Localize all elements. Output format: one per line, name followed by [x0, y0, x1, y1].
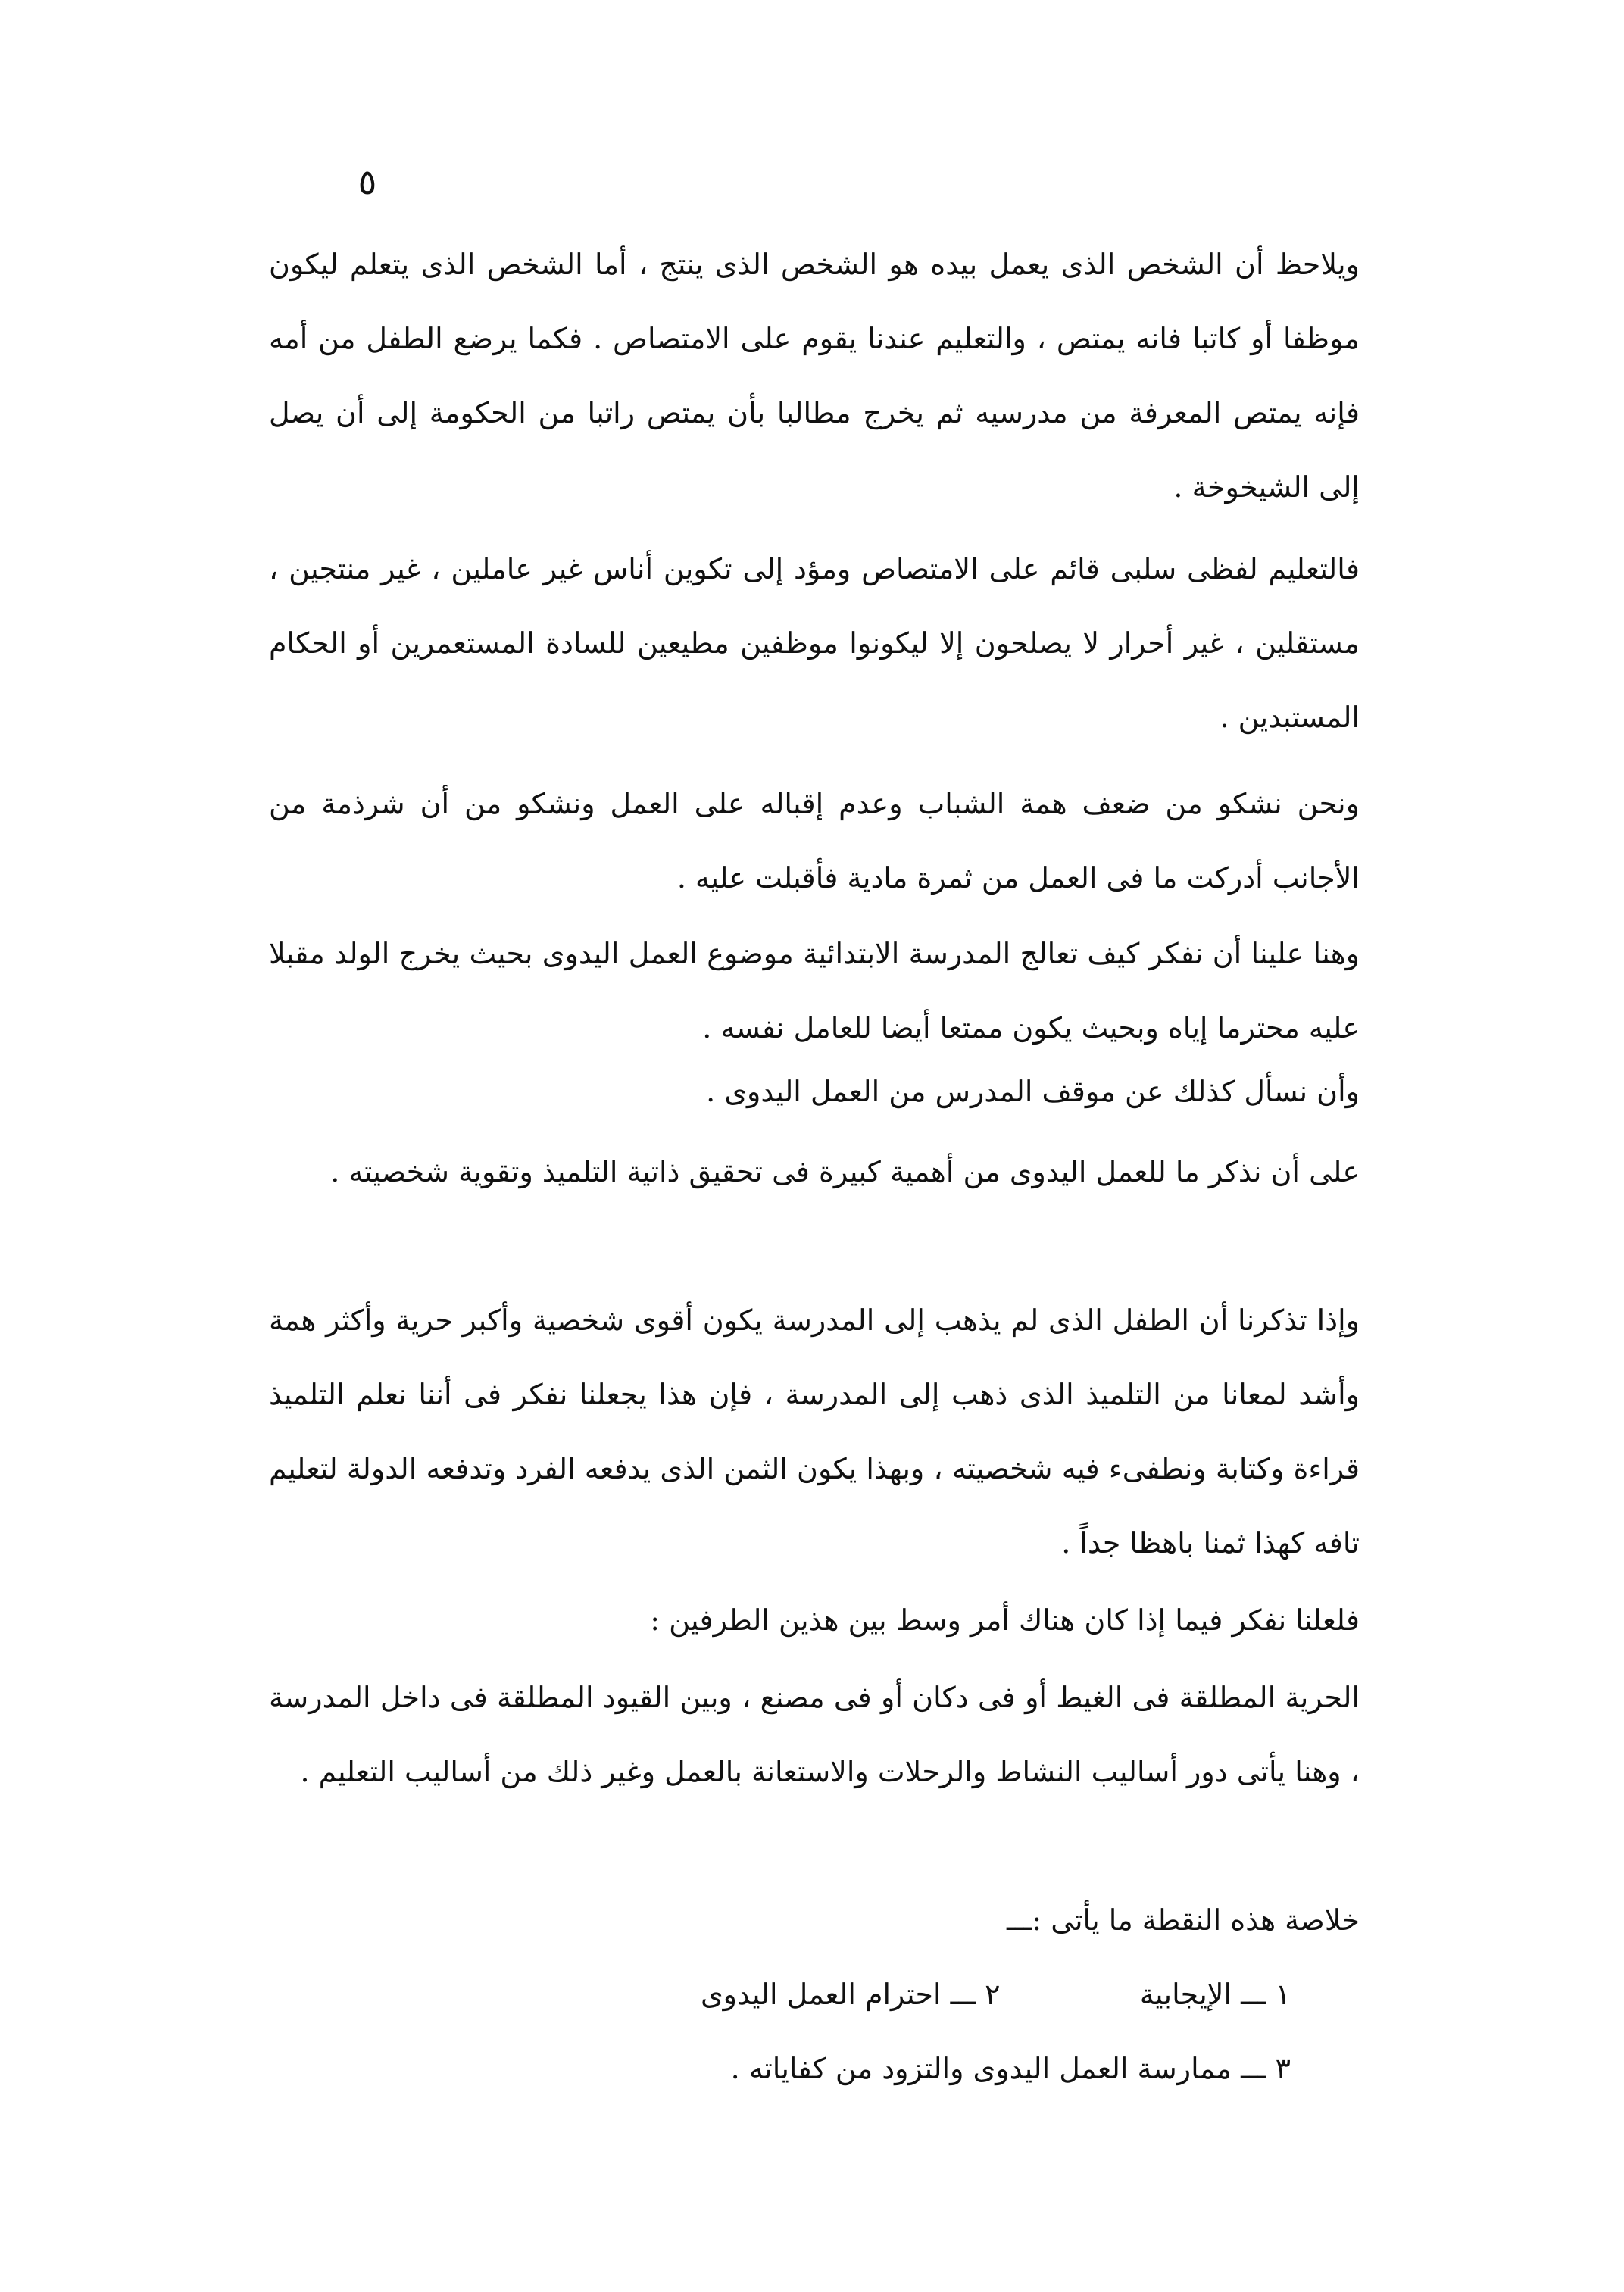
- summary-item-3: ٣ ـــ ممارسة العمل اليدوى والتزود من كفاياته .: [730, 2052, 1291, 2085]
- summary-row-2: [731, 2031, 1291, 2106]
- summary-heading: خلاصة هذه النقطة ما يأتى :ـــ: [1006, 1903, 1360, 1937]
- paragraph-3: ونحن نشكو من ضعف همة الشباب وعدم إقباله على العمل ونشكو من أن شرذمة من الأجانب أدركت ما فى العمل من ثمرة مادية فأقبلت عليه .: [269, 787, 1360, 895]
- paragraph-8: فلعلنا نفكر فيما إذا كان هناك أمر وسط بين هذين الطرفين :: [650, 1603, 1360, 1637]
- summary-item-1: ١ ـــ الإيجابية: [1139, 1978, 1291, 2011]
- paragraph-1: ويلاحظ أن الشخص الذى يعمل بيده هو الشخص الذى ينتج ، أما الشخص الذى يتعلم ليكون موظفا أو كاتبا فانه يمتص ، والتعليم عندنا يقوم على الامتصاص . فكما يرضع الطفل من أمه فإنه يمتص المعرفة من مدرسيه ثم يخرج مطالبا بأن يمتص راتبا من الحكومة إلى أن يصل إلى الشيخوخة .: [269, 248, 1360, 504]
- paragraph-9: الحرية المطلقة فى الغيط أو فى دكان أو فى مصنع ، وبين القيود المطلقة فى داخل المدرسة ، وهنا يأتى دور أساليب النشاط والرحلات والاستعانة بالعمل وغير ذلك من أساليب التعليم .: [269, 1681, 1360, 1788]
- paragraph-5: وأن نسأل كذلك عن موقف المدرس من العمل اليدوى .: [706, 1075, 1360, 1108]
- paragraph-6: على أن نذكر ما للعمل اليدوى من أهمية كبيرة فى تحقيق ذاتية التلميذ وتقوية شخصيته .: [330, 1155, 1360, 1188]
- paragraph-4: وهنا علينا أن نفكر كيف تعالج المدرسة الابتدائية موضوع العمل اليدوى بحيث يخرج الولد مقبلا عليه محترما إياه وبحيث يكون ممتعا أيضا للعامل نفسه .: [269, 937, 1360, 1045]
- paragraph-2: فالتعليم لفظى سلبى قائم على الامتصاص ومؤد إلى تكوين أناس غير عاملين ، غير منتجين ، مستقلين ، غير أحرار لا يصلحون إلا ليكونوا موظفين مطيعين للسادة المستعمرين أو الحكام المستبدين .: [269, 552, 1360, 734]
- page-number: ٥: [358, 161, 377, 202]
- summary-row-1: [701, 1957, 1291, 2031]
- summary-item-2: ٢ ـــ احترام العمل اليدوى: [700, 1978, 1001, 2011]
- paragraph-7: وإذا تذكرنا أن الطفل الذى لم يذهب إلى المدرسة يكون أقوى شخصية وأكبر حرية وأكثر همة وأشد لمعانا من التلميذ الذى ذهب إلى المدرسة ، فإن هذا يجعلنا نفكر فى أننا نعلم التلميذ قراءة وكتابة ونطفىء فيه شخصيته ، وبهذا يكون الثمن الذى يدفعه الفرد وتدفعه الدولة لتعليم تافه كهذا ثمنا باهظا جداً .: [269, 1304, 1360, 1560]
